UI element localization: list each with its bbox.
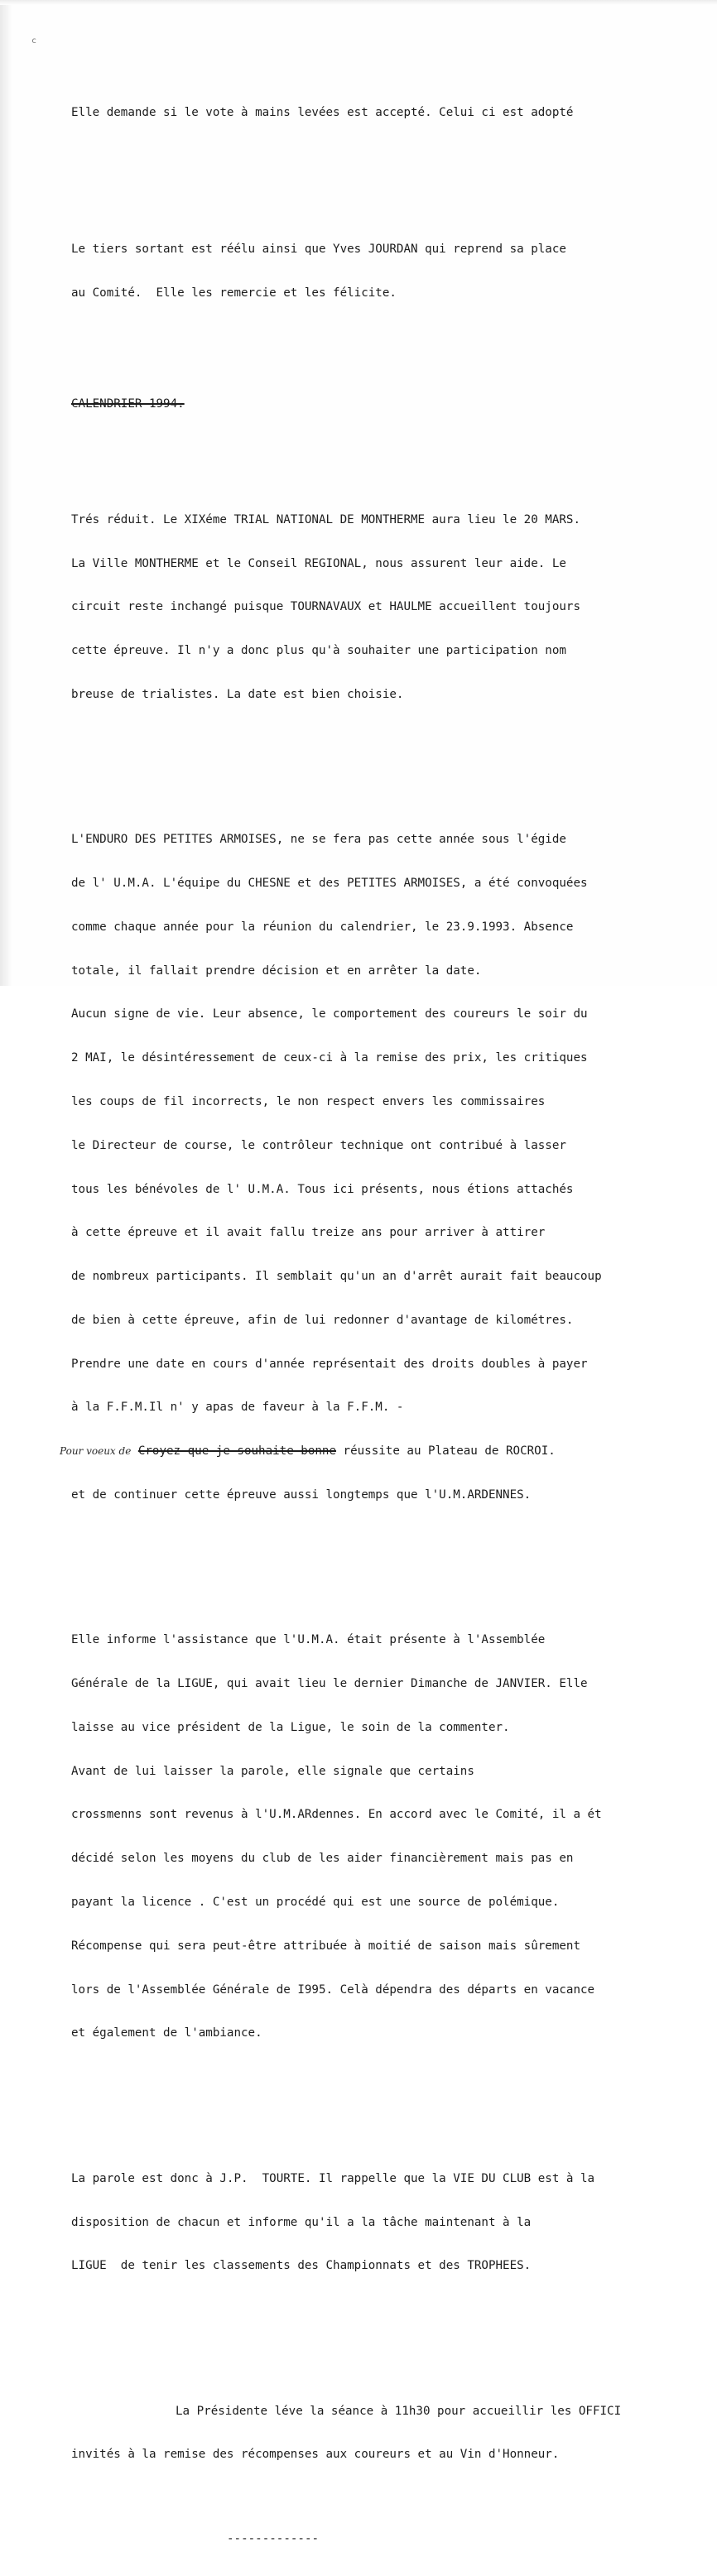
- text-line: à la F.F.M.Il n' y apas de faveur à la F.F.M. -: [71, 1401, 404, 1415]
- text-line: à cette épreuve et il avait fallu treize ans pour arriver à attirer: [71, 1226, 546, 1240]
- text-line: tous les bénévoles de l' U.M.A. Tous ici présents, nous étions attachés: [71, 1182, 574, 1196]
- paragraph-assemblee-ligue: [71, 1604, 717, 2070]
- text-line: cette épreuve. Il n'y a donc plus qu'à souhaiter une participation nom: [71, 644, 566, 658]
- text-line: Générale de la LIGUE, qui avait lieu le dernier Dimanche de JANVIER. Elle: [71, 1677, 588, 1691]
- text-line: laisse au vice président de la Ligue, le soin de la commenter.: [71, 1720, 510, 1734]
- text-line: décidé selon les moyens du club de les aider financièrement mais pas en: [71, 1852, 574, 1866]
- paragraph-vote: [71, 77, 717, 150]
- text-line: payant la licence . C'est un procédé qui est une source de polémique.: [71, 1896, 560, 1910]
- text-line: de bien à cette épreuve, afin de lui redonner d'avantage de kilométres.: [71, 1313, 574, 1327]
- text-line: LIGUE de tenir les classements des Championnats et des TROPHEES.: [71, 2259, 532, 2273]
- section-heading-calendrier: CALENDRIER-1994.: [71, 396, 185, 411]
- text-line: Prendre une date en cours d'année représentait des droits doubles à payer: [71, 1357, 588, 1371]
- text-line: invités à la remise des récompenses aux coureurs et au Vin d'Honneur.: [71, 2448, 560, 2462]
- paragraph-enduro-armoises: [60, 804, 717, 1532]
- text-line: circuit reste inchangé puisque TOURNAVAUX et HAULME accueillent toujours: [71, 600, 580, 614]
- paragraph-trial-montherme: [71, 484, 717, 732]
- text-line: et de continuer cette épreuve aussi longtemps que l'U.M.ARDENNES.: [71, 1488, 532, 1502]
- text-line: au Comité. Elle les remercie et les félicite.: [71, 286, 397, 300]
- text-line: de l' U.M.A. L'équipe du CHESNE et des PETITES ARMOISES, a été convoquées: [71, 877, 588, 891]
- text-line: Récompense qui sera peut-être attribuée à moitié de saison mais sûrement: [71, 1939, 580, 1953]
- page-left-shadow: [0, 0, 12, 986]
- text-line: comme chaque année pour la réunion du calendrier, le 23.9.1993. Absence: [71, 920, 574, 934]
- text-line: Trés réduit. Le XIXéme TRIAL NATIONAL DE MONTHERME aura lieu le 20 MARS.: [71, 512, 580, 526]
- text-line: Elle demande si le vote à mains levées est accepté. Celui ci est adopté: [71, 106, 574, 120]
- text-line: et également de l'ambiance.: [71, 2026, 262, 2040]
- text-line: La Présidente léve la séance à 11h30 pour accueillir les OFFICI: [176, 2404, 622, 2418]
- page-top-shadow: [0, 0, 717, 5]
- struck-text: Croyez que je souhaite bonne: [137, 1444, 337, 1459]
- handwritten-annotation: Pour voeux de: [60, 1445, 132, 1458]
- text-line: Aucun signe de vie. Leur absence, le comportement des coureurs le soir du: [71, 1007, 588, 1021]
- text-line: le Directeur de course, le contrôleur technique ont contribué à lasser: [71, 1138, 566, 1152]
- text-line: L'ENDURO DES PETITES ARMOISES, ne se fera pas cette année sous l'égide: [71, 833, 566, 847]
- text-line: La parole est donc à J.P. TOURTE. Il rappelle que la VIE DU CLUB est à la: [71, 2171, 595, 2185]
- text-line: lors de l'Assemblée Générale de I995. Celà dépendra des départs en vacance: [71, 1982, 595, 1997]
- text-line: 2 MAI, le désintéressement de ceux-ci à la remise des prix, les critiques: [71, 1051, 588, 1065]
- text-line-annotated: [60, 1444, 717, 1459]
- text-line: Elle informe l'assistance que l'U.M.A. était présente à l'Assemblée: [71, 1633, 546, 1647]
- signature-rule: -------------: [227, 2532, 320, 2546]
- paragraph-vie-du-club: [71, 2143, 717, 2304]
- text-line: Le tiers sortant est réélu ainsi que Yves JOURDAN qui reprend sa place: [71, 242, 566, 256]
- text-line: les coups de fil incorrects, le non respect envers les commissaires: [71, 1094, 546, 1108]
- text-line: totale, il fallait prendre décision et en arrêter la date.: [71, 964, 482, 978]
- text-line: La Ville MONTHERME et le Conseil REGIONAL, nous assurent leur aide. Le: [71, 556, 566, 570]
- margin-mark: c: [31, 36, 37, 46]
- paragraph-cloture: [71, 2375, 717, 2492]
- paragraph-tiers-sortant: [71, 214, 717, 330]
- text-line: crossmenns sont revenus à l'U.M.ARdennes. En accord avec le Comité, il a ét: [71, 1808, 602, 1822]
- text-line: breuse de trialistes. La date est bien choisie.: [71, 687, 404, 701]
- text-line: de nombreux participants. Il semblait qu'un an d'arrêt aurait fait beaucoup: [71, 1270, 602, 1284]
- text-line: disposition de chacun et informe qu'il a la tâche maintenant à la: [71, 2215, 532, 2229]
- text-fragment: réussite au Plateau de ROCROI.: [336, 1444, 556, 1459]
- document-body: [60, 48, 717, 2576]
- text-line: Avant de lui laisser la parole, elle signale que certains: [71, 1764, 474, 1778]
